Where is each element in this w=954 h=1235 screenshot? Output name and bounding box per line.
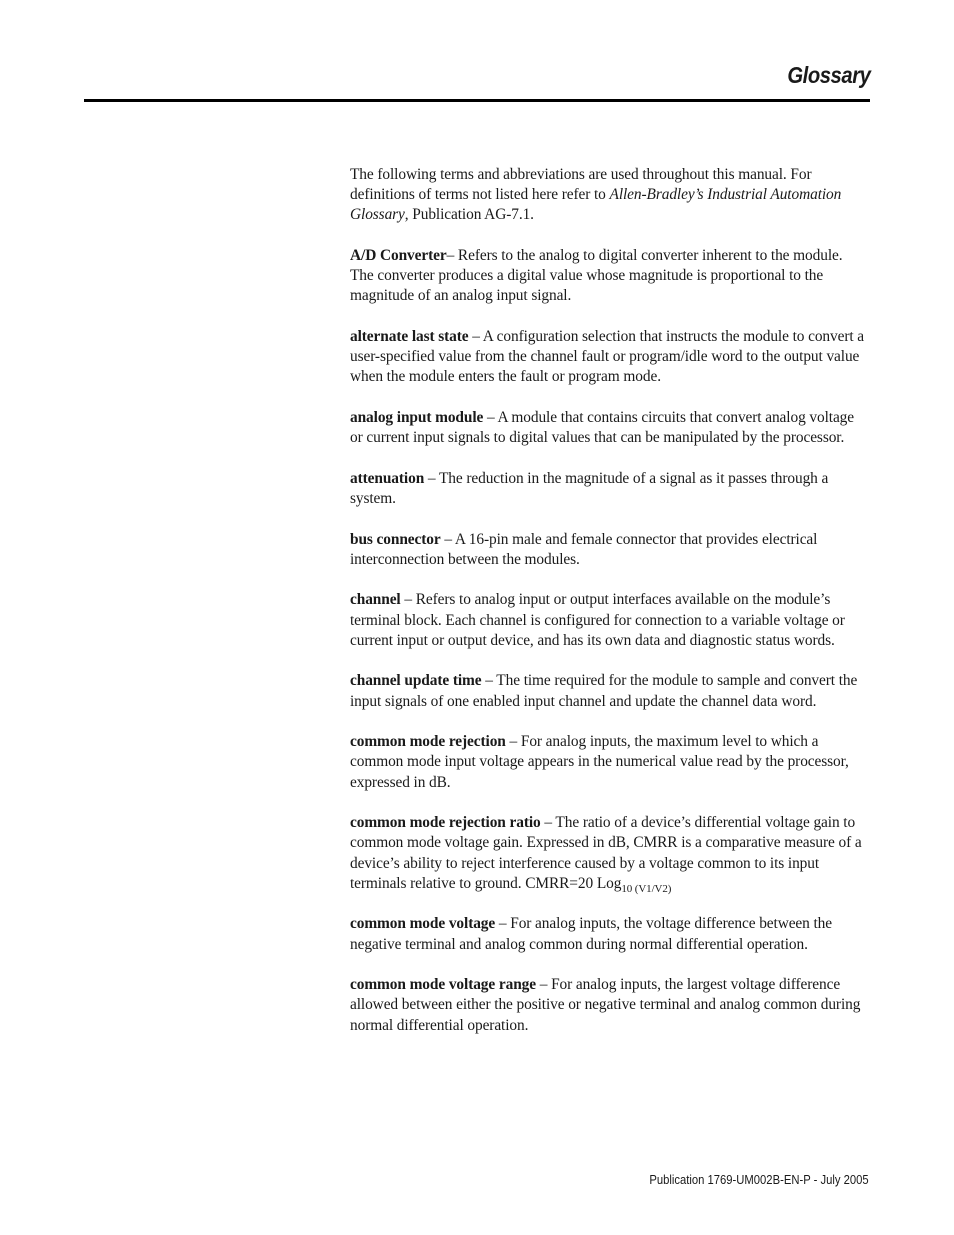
glossary-term: attenuation [350,469,425,487]
glossary-definition: – Refers to analog input or output interfaces available on the module’s terminal block. Each channel is configured for connection to a variable voltage or current input or output device, and has its own data and diagnostic status words. [350,591,845,649]
glossary-definition: – Refers to the analog to digital converter inherent to the module. The converter produces a digital value whose magnitude is proportional to the magnitude of an analog input signal. [350,247,843,305]
glossary-entry [350,914,868,954]
glossary-entry [350,975,868,1036]
glossary-entry [350,530,868,570]
glossary-term: channel update time [350,672,482,690]
publication-footer: Publication 1769-UM002B-EN-P - July 2005 [649,1173,869,1187]
glossary-definition: – For analog inputs, the voltage difference between the negative terminal and analog common during normal differential operation. [350,915,833,953]
glossary-term: analog input module [350,409,484,426]
glossary-term: common mode voltage [350,915,496,933]
glossary-definition: – The ratio of a device’s differential voltage gain to common mode voltage gain. Expressed in dB, CMRR is a comparative measure of a device’s ability to reject interference caused by a voltage common to its input terminals relative to ground. CMRR=20 Log [350,814,862,892]
glossary-definition: – A 16-pin male and female connector that provides electrical interconnection between the modules. [350,530,818,568]
glossary-term: channel [350,591,401,609]
glossary-entry [350,813,868,894]
glossary-reference: Allen-Bradley’s Industrial Automation Glossary [350,186,842,224]
glossary-definition: – A configuration selection that instructs the module to convert a user-specified value from the channel fault or program/idle word to the output value when the module enters the fault or program mode. [350,328,865,386]
glossary-definition: – The time required for the module to sample and convert the input signals of one enabled input channel and update the channel data word. [350,672,858,710]
glossary-term: A/D Converter [350,247,447,264]
glossary-entry [350,469,868,509]
glossary-entry [350,327,868,388]
page-title: Glossary [786,62,870,88]
cmrr-subscript: 10 (V1/V2) [621,882,672,895]
intro-text-end: , Publication AG-7.1. [404,206,534,224]
glossary-definition: – The reduction in the magnitude of a signal as it passes through a system. [350,469,829,507]
glossary-entry [350,408,868,448]
glossary-entry [350,671,868,711]
glossary-term: common mode voltage range [350,976,536,994]
glossary-entry [350,732,868,793]
intro-paragraph [350,165,868,226]
glossary-definition: – For analog inputs, the maximum level to which a common mode input voltage appears in the numerical value read by the processor, expressed in dB. [350,733,849,791]
glossary-term: common mode rejection ratio [350,814,541,832]
intro-text: The following terms and abbreviations are used throughout this manual. For definitions of terms not listed here refer to [350,166,812,204]
glossary-content [350,165,868,1056]
glossary-entry [350,246,868,307]
glossary-term: bus connector [350,530,441,548]
glossary-entry [350,590,868,651]
glossary-term: common mode rejection [350,733,506,751]
glossary-term: alternate last state [350,328,469,345]
title-rule [84,99,870,102]
glossary-definition: – For analog inputs, the largest voltage difference allowed between either the positive or negative terminal and analog common during normal differential operation. [350,976,861,1034]
glossary-definition: – A module that contains circuits that convert analog voltage or current input signals to digital values that can be manipulated by the processor. [350,409,855,447]
